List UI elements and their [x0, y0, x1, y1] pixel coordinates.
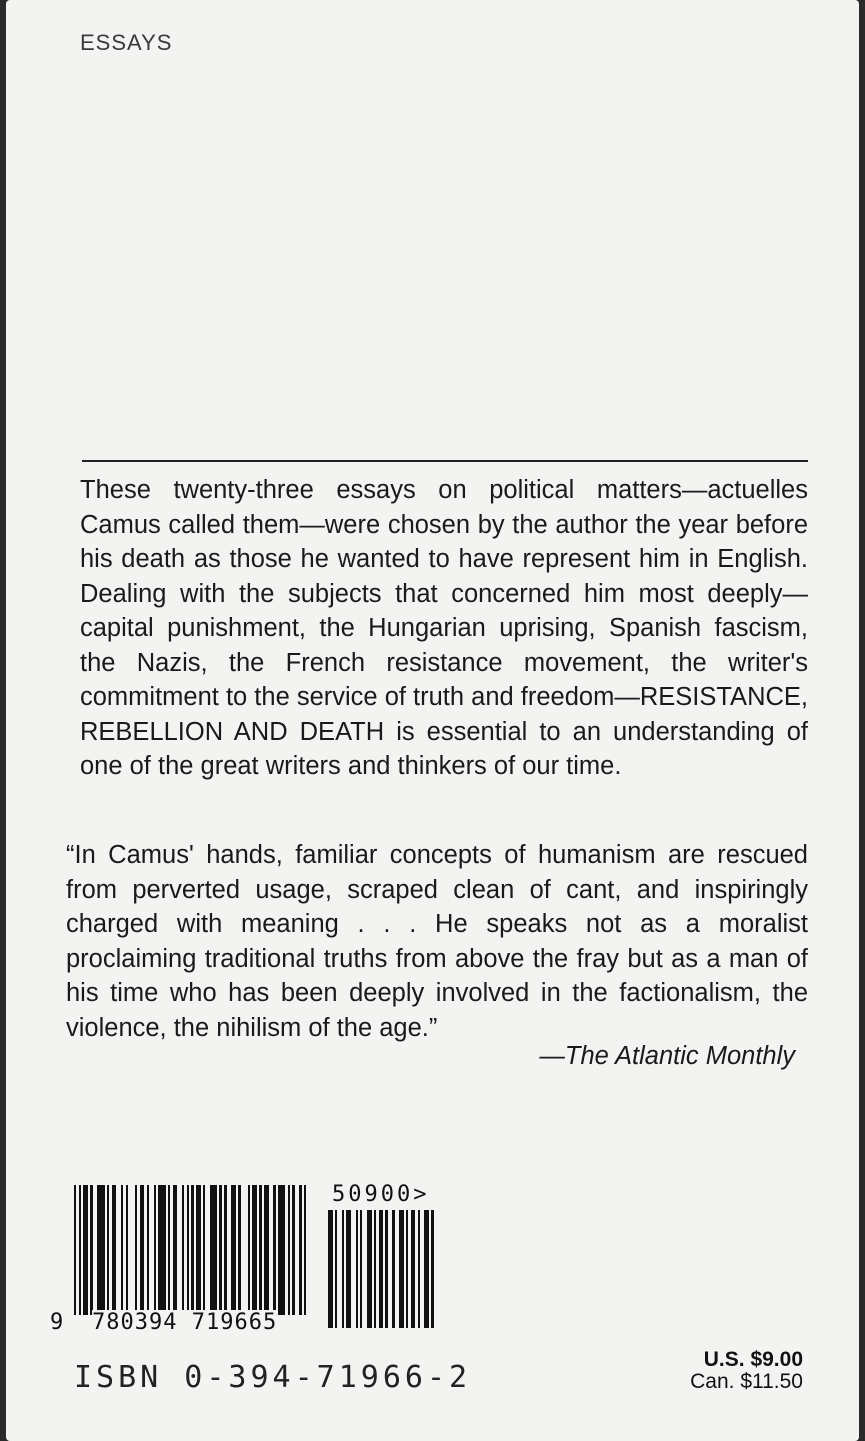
back-cover: [6, 0, 859, 1441]
addon-barcode: [328, 1210, 442, 1328]
price-can: Can. $11.50: [690, 1370, 803, 1393]
barcode-gap: [128, 1185, 135, 1315]
isbn-number: ISBN 0-394-71966-2: [74, 1360, 472, 1395]
addon-digits: 50900>: [332, 1182, 430, 1207]
price-us: U.S. $9.00: [703, 1348, 803, 1371]
divider-rule: [82, 460, 808, 462]
review-quote: “In Camus' hands, familiar concepts of humanism are rescued from perverted usage, scraped clean of cant, and inspiringly charged with meaning . . . He speaks not as a moralist proclaiming traditional truths from above the fray but as a man of his time who has been deeply involved in the factionalism, the violence, the nihilism of the age.”: [66, 841, 808, 1042]
barcode-bar: [158, 1185, 165, 1315]
ean-digits: 780394 719665: [92, 1310, 278, 1335]
barcode-bar: [431, 1210, 433, 1328]
ean-first-digit: 9: [50, 1310, 64, 1335]
blurb-paragraph: These twenty-three essays on political matters—actuelles Camus called them—were chosen by the author the year before his death as those he wanted to have represent him in English. Dealing with the subjects that concerned him most deeply—capital punishment, the Hungarian uprising, Spanish fascism, the Nazis, the French resistance movement, the writer's commitment to the service of truth and freedom—RESISTANCE, REBELLION AND DEATH is essential to an understanding of one of the great writers and thinkers of our time.: [80, 476, 808, 780]
barcode-bar: [304, 1185, 306, 1315]
barcode-bar: [97, 1185, 104, 1315]
barcode-bar: [210, 1185, 217, 1315]
ean-barcode: [74, 1185, 306, 1315]
barcode-bar: [278, 1185, 285, 1315]
category-label: ESSAYS: [80, 30, 173, 55]
quote-attribution: —The Atlantic Monthly: [539, 1042, 795, 1070]
barcode-gap: [241, 1185, 248, 1315]
